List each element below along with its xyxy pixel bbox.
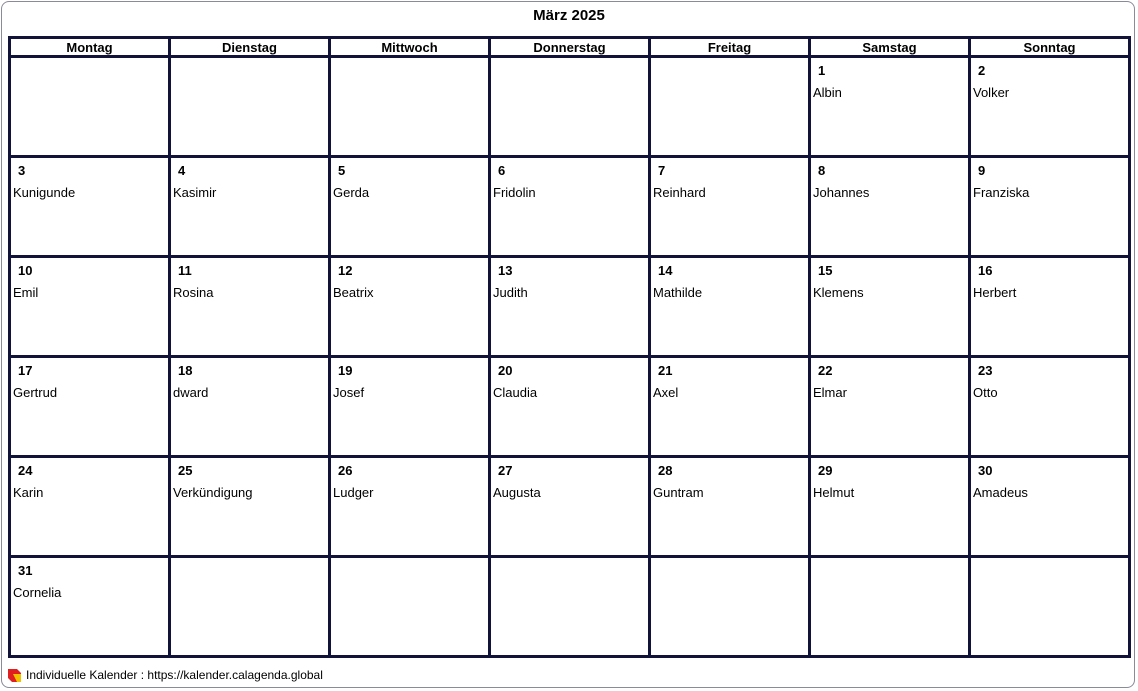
day-number: 23 bbox=[978, 363, 993, 378]
day-cell[interactable] bbox=[170, 357, 330, 457]
name-day: Ludger bbox=[333, 485, 374, 500]
weekday-header: Montag bbox=[10, 38, 170, 57]
name-day: Otto bbox=[973, 385, 998, 400]
day-number: 28 bbox=[658, 463, 673, 478]
day-cell[interactable] bbox=[810, 157, 970, 257]
week-row bbox=[10, 457, 1130, 557]
name-day: Kunigunde bbox=[13, 185, 76, 200]
day-number: 31 bbox=[18, 563, 33, 578]
day-number: 21 bbox=[658, 363, 673, 378]
name-day: Axel bbox=[653, 385, 679, 400]
week-row bbox=[10, 557, 1130, 657]
footer bbox=[8, 668, 323, 682]
day-cell[interactable] bbox=[330, 257, 490, 357]
day-number: 9 bbox=[978, 163, 986, 178]
day-cell[interactable] bbox=[810, 57, 970, 157]
empty-day-cell bbox=[170, 57, 330, 157]
weekday-header-row bbox=[10, 38, 1130, 57]
name-day: Guntram bbox=[653, 485, 704, 500]
day-number: 27 bbox=[498, 463, 513, 478]
day-cell[interactable] bbox=[330, 357, 490, 457]
name-day: Beatrix bbox=[333, 285, 374, 300]
day-cell[interactable] bbox=[10, 157, 170, 257]
day-number: 30 bbox=[978, 463, 993, 478]
name-day: Gerda bbox=[333, 185, 370, 200]
weekday-header: Donnerstag bbox=[490, 38, 650, 57]
day-cell[interactable] bbox=[650, 357, 810, 457]
name-day: Reinhard bbox=[653, 185, 706, 200]
name-day: Fridolin bbox=[493, 185, 536, 200]
week-row bbox=[10, 57, 1130, 157]
day-cell[interactable] bbox=[170, 157, 330, 257]
day-cell[interactable] bbox=[970, 257, 1130, 357]
day-number: 5 bbox=[338, 163, 346, 178]
empty-day-cell bbox=[650, 557, 810, 657]
empty-day-cell bbox=[970, 557, 1130, 657]
name-day: Albin bbox=[813, 85, 842, 100]
name-day: Emil bbox=[13, 285, 39, 300]
day-cell[interactable] bbox=[970, 57, 1130, 157]
day-cell[interactable] bbox=[810, 257, 970, 357]
day-number: 18 bbox=[178, 363, 193, 378]
day-cell[interactable] bbox=[970, 457, 1130, 557]
empty-day-cell bbox=[490, 57, 650, 157]
name-day: Elmar bbox=[813, 385, 847, 400]
name-day: Josef bbox=[333, 385, 365, 400]
day-number: 22 bbox=[818, 363, 833, 378]
name-day: Cornelia bbox=[13, 585, 62, 600]
day-number: 6 bbox=[498, 163, 506, 178]
day-cell[interactable] bbox=[650, 457, 810, 557]
name-day: Volker bbox=[973, 85, 1010, 100]
name-day: Amadeus bbox=[973, 485, 1028, 500]
day-number: 8 bbox=[818, 163, 826, 178]
name-day: Verkündigung bbox=[173, 485, 253, 500]
day-cell[interactable] bbox=[810, 357, 970, 457]
day-number: 26 bbox=[338, 463, 353, 478]
day-cell[interactable] bbox=[490, 257, 650, 357]
name-day: Karin bbox=[13, 485, 44, 500]
calagenda-logo-icon bbox=[8, 669, 21, 682]
weekday-header: Sonntag bbox=[970, 38, 1130, 57]
footer-text[interactable]: Individuelle Kalender : https://kalender.calagenda.global bbox=[26, 668, 323, 682]
weekday-header: Samstag bbox=[810, 38, 970, 57]
week-row bbox=[10, 257, 1130, 357]
weekday-header: Freitag bbox=[650, 38, 810, 57]
day-cell[interactable] bbox=[970, 157, 1130, 257]
day-number: 29 bbox=[818, 463, 833, 478]
day-cell[interactable] bbox=[170, 457, 330, 557]
empty-day-cell bbox=[330, 57, 490, 157]
day-number: 7 bbox=[658, 163, 666, 178]
empty-day-cell bbox=[490, 557, 650, 657]
day-cell[interactable] bbox=[490, 357, 650, 457]
day-number: 1 bbox=[818, 63, 826, 78]
calendar-grid bbox=[8, 36, 1131, 658]
day-cell[interactable] bbox=[970, 357, 1130, 457]
name-day: Johannes bbox=[813, 185, 870, 200]
empty-day-cell bbox=[810, 557, 970, 657]
day-cell[interactable] bbox=[10, 357, 170, 457]
name-day: Claudia bbox=[493, 385, 538, 400]
day-cell[interactable] bbox=[650, 157, 810, 257]
calendar-title: März 2025 bbox=[533, 7, 605, 24]
day-number: 4 bbox=[178, 163, 186, 178]
day-number: 20 bbox=[498, 363, 513, 378]
week-row bbox=[10, 357, 1130, 457]
name-day: Helmut bbox=[813, 485, 855, 500]
day-number: 14 bbox=[658, 263, 673, 278]
name-day: Herbert bbox=[973, 285, 1017, 300]
day-cell[interactable] bbox=[490, 157, 650, 257]
day-cell[interactable] bbox=[650, 257, 810, 357]
weekday-header: Dienstag bbox=[170, 38, 330, 57]
empty-day-cell bbox=[650, 57, 810, 157]
day-number: 16 bbox=[978, 263, 993, 278]
day-cell[interactable] bbox=[10, 257, 170, 357]
name-day: Mathilde bbox=[653, 285, 703, 300]
empty-day-cell bbox=[330, 557, 490, 657]
weekday-header: Mittwoch bbox=[330, 38, 490, 57]
day-cell[interactable] bbox=[10, 457, 170, 557]
name-day: Augusta bbox=[493, 485, 541, 500]
empty-day-cell bbox=[170, 557, 330, 657]
day-cell[interactable] bbox=[10, 557, 170, 657]
day-number: 10 bbox=[18, 263, 33, 278]
name-day: Gertrud bbox=[13, 385, 58, 400]
day-number: 11 bbox=[178, 263, 192, 278]
empty-day-cell bbox=[10, 57, 170, 157]
day-number: 25 bbox=[178, 463, 193, 478]
day-cell[interactable] bbox=[330, 457, 490, 557]
name-day: dward bbox=[173, 385, 209, 400]
name-day: Judith bbox=[493, 285, 528, 300]
day-number: 2 bbox=[978, 63, 986, 78]
day-number: 15 bbox=[818, 263, 833, 278]
day-number: 13 bbox=[498, 263, 513, 278]
name-day: Klemens bbox=[813, 285, 864, 300]
name-day: Kasimir bbox=[173, 185, 217, 200]
week-row bbox=[10, 157, 1130, 257]
day-number: 24 bbox=[18, 463, 33, 478]
day-number: 3 bbox=[18, 163, 26, 178]
day-number: 17 bbox=[18, 363, 33, 378]
day-cell[interactable] bbox=[810, 457, 970, 557]
day-number: 19 bbox=[338, 363, 353, 378]
name-day: Rosina bbox=[173, 285, 214, 300]
day-cell[interactable] bbox=[490, 457, 650, 557]
day-cell[interactable] bbox=[330, 157, 490, 257]
day-cell[interactable] bbox=[170, 257, 330, 357]
day-number: 12 bbox=[338, 263, 353, 278]
name-day: Franziska bbox=[973, 185, 1030, 200]
